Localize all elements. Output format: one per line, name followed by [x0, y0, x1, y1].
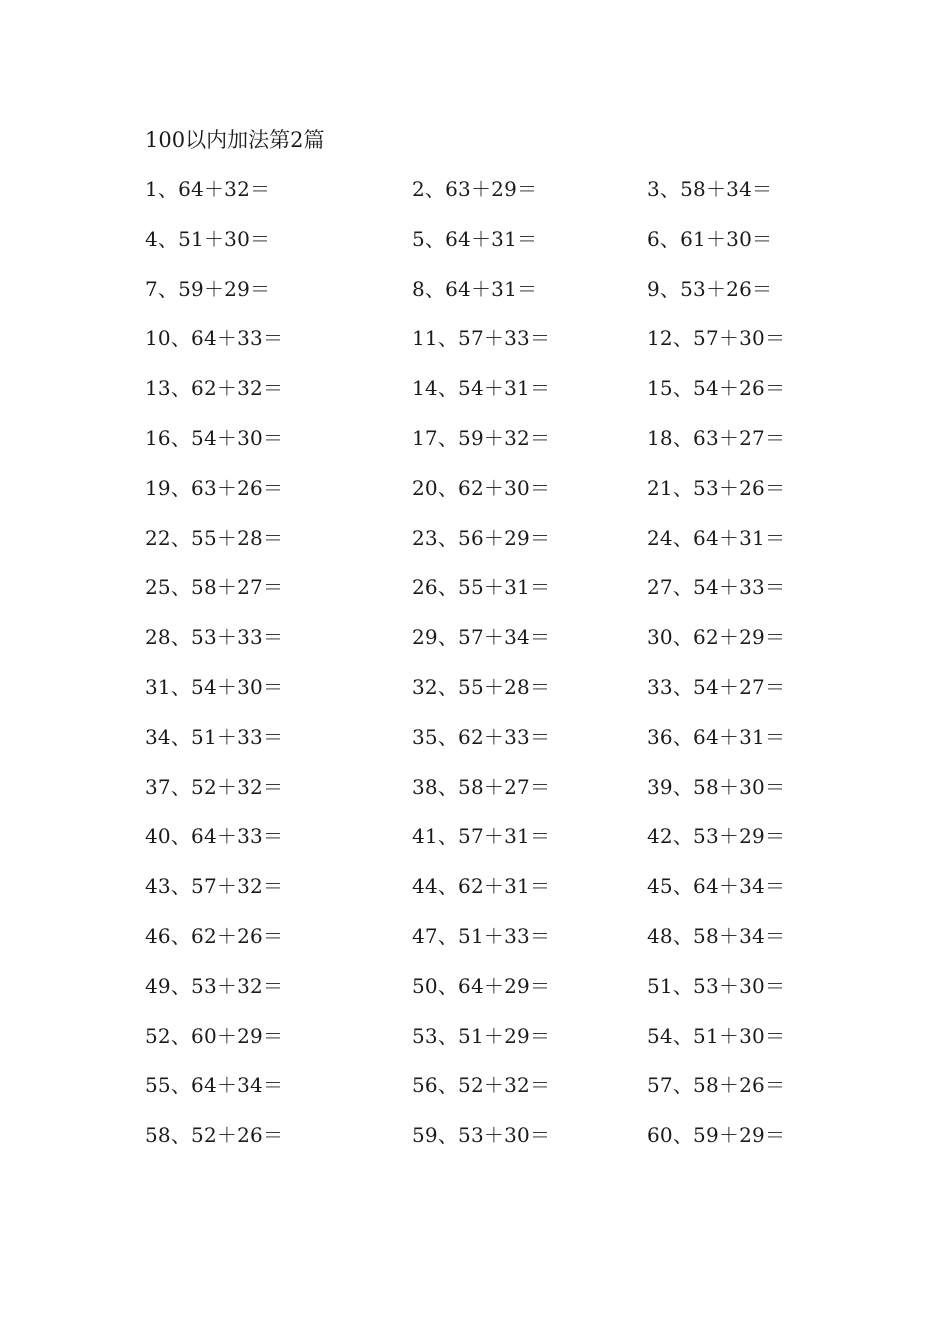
problem-item: 16、54＋30＝	[145, 425, 284, 450]
problem-item: 15、54＋26＝	[647, 376, 786, 401]
problem-item: 11、57＋33＝	[412, 326, 551, 351]
page-title: 100以内加法第2篇	[145, 128, 325, 152]
problem-item: 33、54＋27＝	[647, 674, 786, 699]
problem-item: 51、53＋30＝	[647, 973, 786, 998]
problem-item: 41、57＋31＝	[412, 824, 551, 849]
problem-item: 49、53＋32＝	[145, 973, 284, 998]
problem-item: 47、51＋33＝	[412, 923, 551, 948]
problem-item: 35、62＋33＝	[412, 724, 551, 749]
problem-item: 13、62＋32＝	[145, 376, 284, 401]
problem-item: 14、54＋31＝	[412, 376, 551, 401]
problem-item: 7、59＋29＝	[145, 276, 271, 301]
problem-item: 39、58＋30＝	[647, 774, 786, 799]
problem-item: 2、63＋29＝	[412, 177, 538, 201]
problem-item: 17、59＋32＝	[412, 425, 551, 450]
problem-item: 30、62＋29＝	[647, 625, 786, 650]
problem-item: 26、55＋31＝	[412, 575, 551, 600]
problem-item: 4、51＋30＝	[145, 226, 271, 251]
problem-item: 21、53＋26＝	[647, 475, 786, 500]
problem-item: 44、62＋31＝	[412, 874, 551, 899]
problem-item: 40、64＋33＝	[145, 824, 284, 849]
problem-item: 9、53＋26＝	[647, 276, 773, 301]
problem-item: 53、51＋29＝	[412, 1023, 551, 1048]
problem-item: 43、57＋32＝	[145, 874, 284, 899]
problem-item: 8、64＋31＝	[412, 276, 538, 301]
problem-item: 46、62＋26＝	[145, 923, 284, 948]
problem-item: 60、59＋29＝	[647, 1123, 786, 1148]
problem-item: 24、64＋31＝	[647, 525, 786, 550]
problem-item: 48、58＋34＝	[647, 923, 786, 948]
problem-item: 34、51＋33＝	[145, 724, 284, 749]
problem-item: 56、52＋32＝	[412, 1073, 551, 1098]
problem-item: 38、58＋27＝	[412, 774, 551, 799]
problem-item: 10、64＋33＝	[145, 326, 284, 351]
problem-item: 20、62＋30＝	[412, 475, 551, 500]
problem-item: 50、64＋29＝	[412, 973, 551, 998]
problem-item: 37、52＋32＝	[145, 774, 284, 799]
problem-item: 5、64＋31＝	[412, 226, 538, 251]
problem-item: 55、64＋34＝	[145, 1073, 284, 1098]
problem-item: 23、56＋29＝	[412, 525, 551, 550]
problem-item: 42、53＋29＝	[647, 824, 786, 849]
problem-item: 28、53＋33＝	[145, 625, 284, 650]
problem-item: 18、63＋27＝	[647, 425, 786, 450]
problem-item: 54、51＋30＝	[647, 1023, 786, 1048]
problem-item: 36、64＋31＝	[647, 724, 786, 749]
problem-item: 31、54＋30＝	[145, 674, 284, 699]
problem-item: 12、57＋30＝	[647, 326, 786, 351]
problem-item: 25、58＋27＝	[145, 575, 284, 600]
problem-item: 59、53＋30＝	[412, 1123, 551, 1148]
problem-item: 6、61＋30＝	[647, 226, 773, 251]
problem-item: 32、55＋28＝	[412, 674, 551, 699]
problem-item: 45、64＋34＝	[647, 874, 786, 899]
problem-item: 57、58＋26＝	[647, 1073, 786, 1098]
problem-item: 3、58＋34＝	[647, 177, 773, 201]
problem-item: 52、60＋29＝	[145, 1023, 284, 1048]
problem-item: 58、52＋26＝	[145, 1123, 284, 1148]
problem-grid	[145, 174, 865, 1170]
problem-item: 19、63＋26＝	[145, 475, 284, 500]
problem-item: 22、55＋28＝	[145, 525, 284, 550]
problem-item: 29、57＋34＝	[412, 625, 551, 650]
problem-item: 27、54＋33＝	[647, 575, 786, 600]
problem-item: 1、64＋32＝	[145, 177, 271, 201]
